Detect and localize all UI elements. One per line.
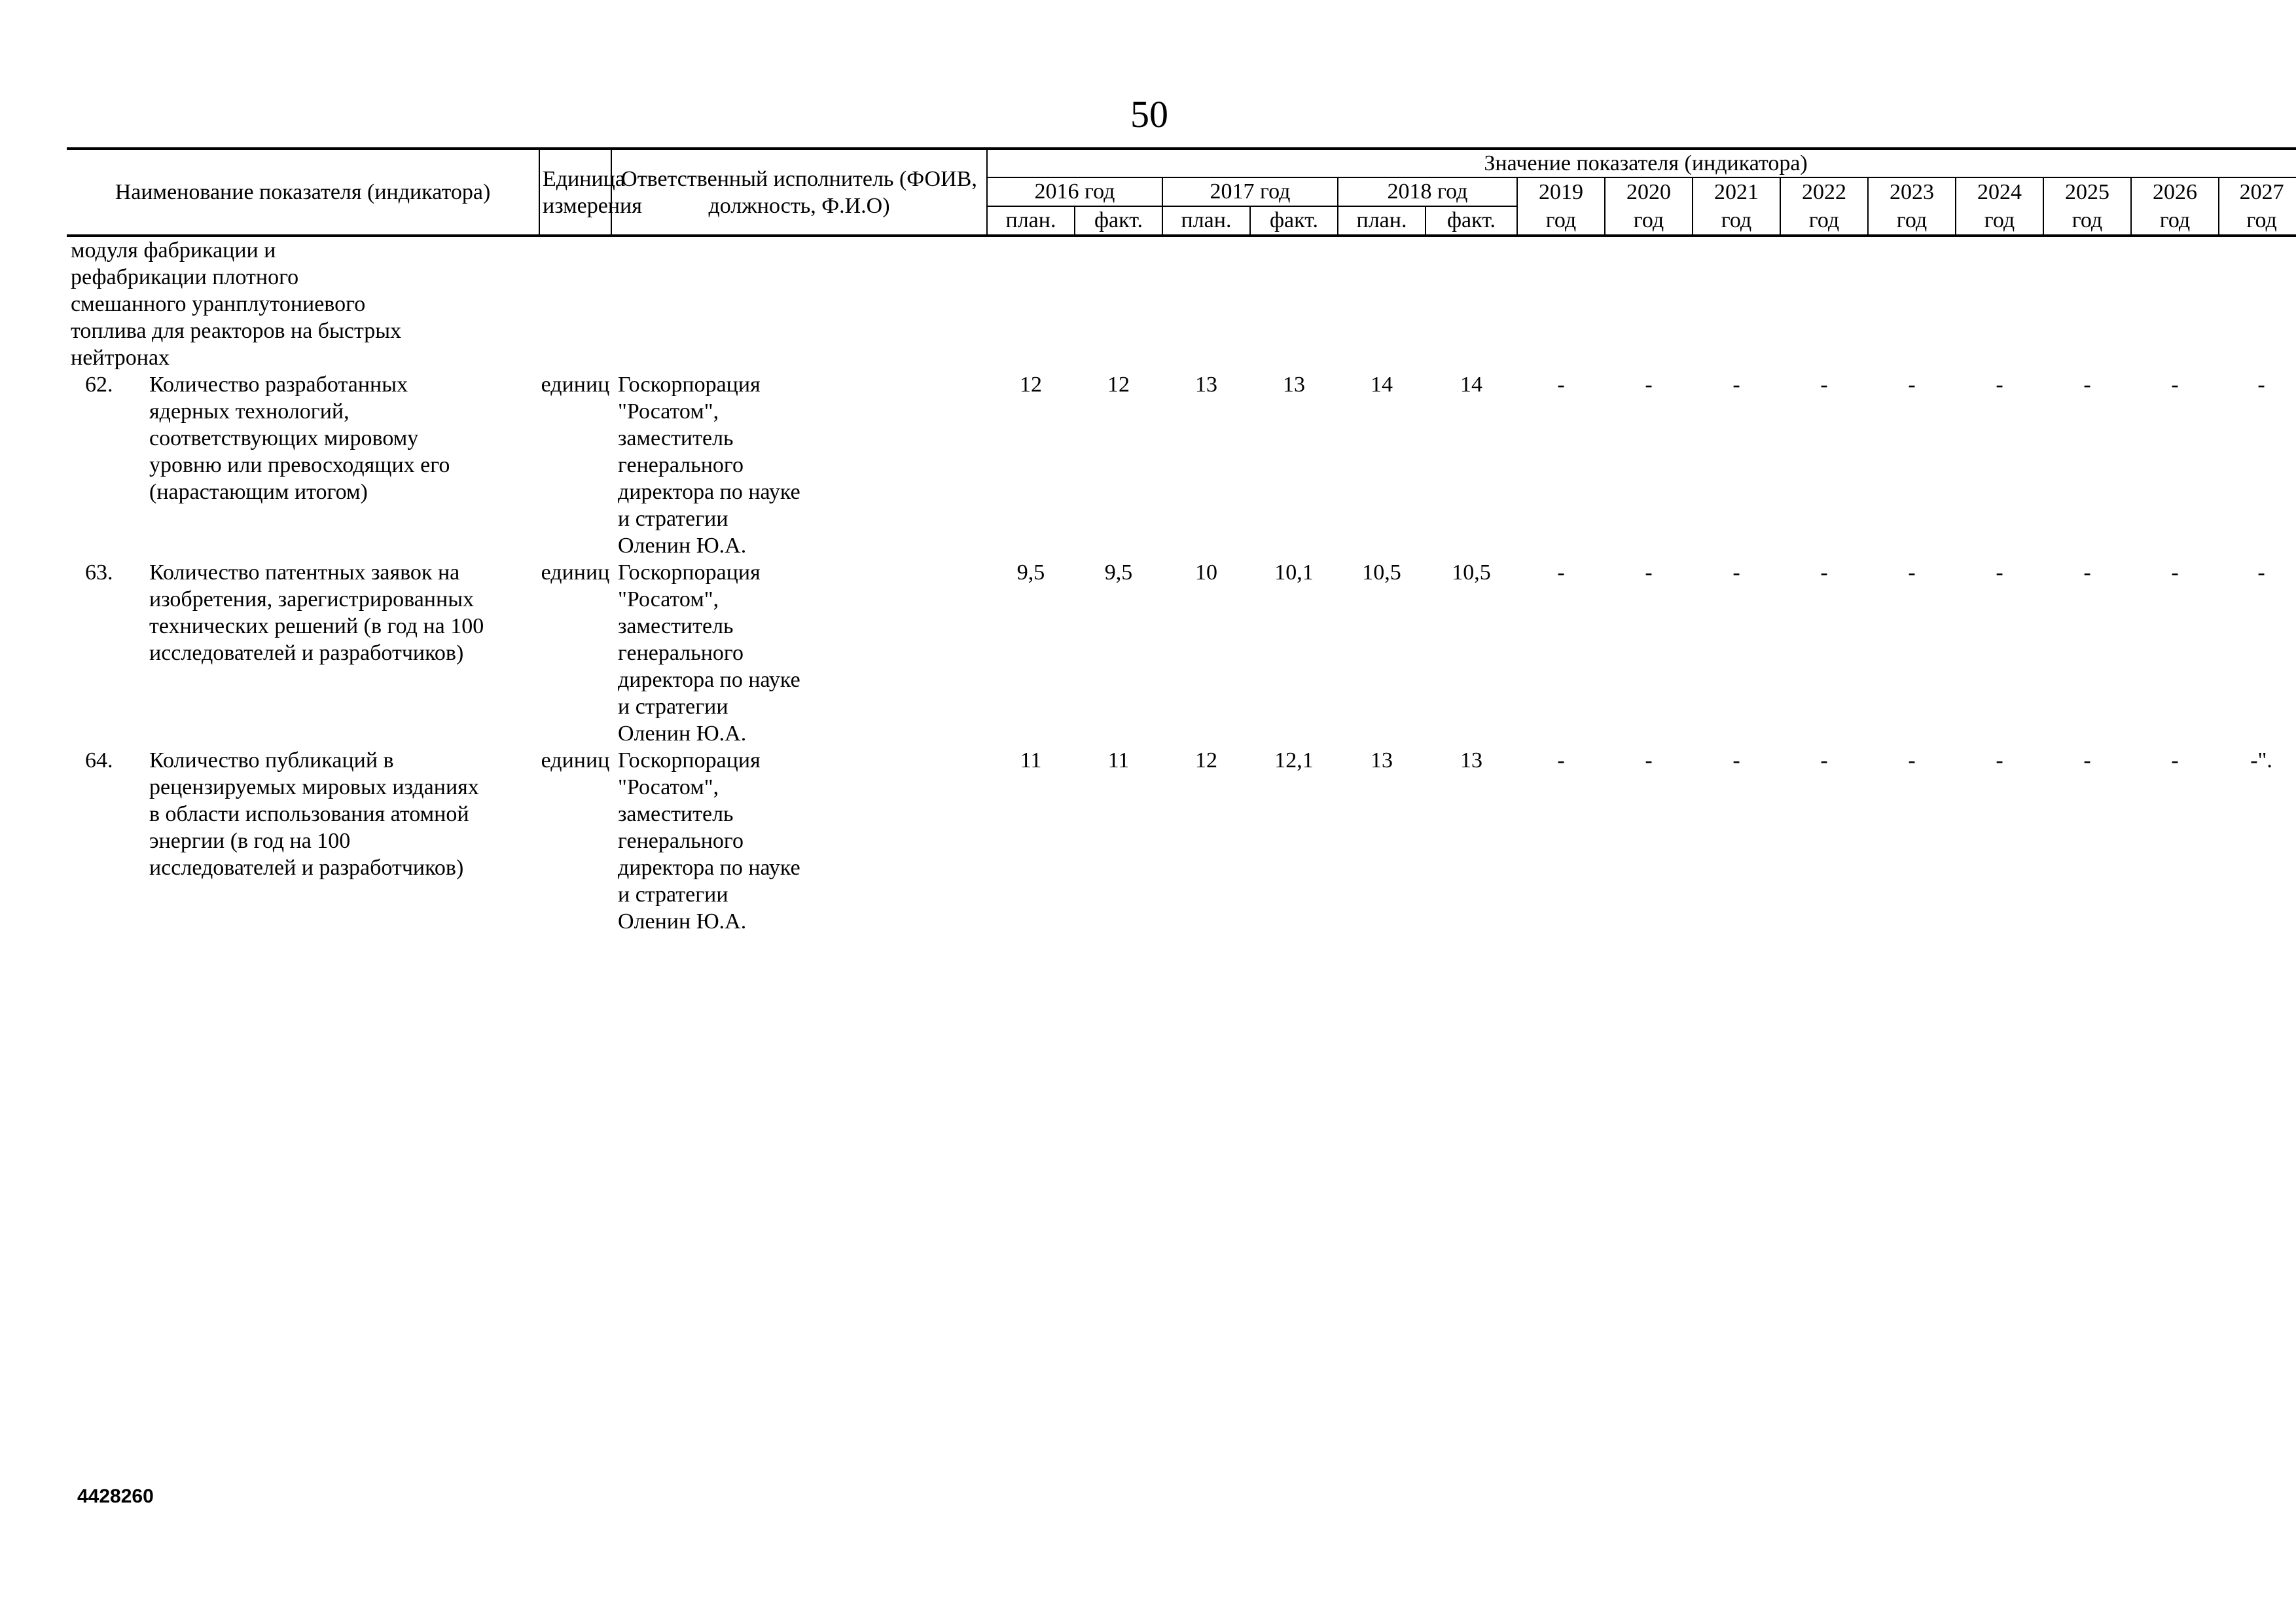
continuation-line: смешанного уранплутониевого (71, 292, 366, 316)
value-cell: -". (2250, 748, 2272, 773)
value-cell: 14 (1371, 373, 1393, 397)
value-cell: - (1732, 748, 1740, 773)
header-year-single-1 (1605, 177, 1693, 236)
table-row (67, 747, 2296, 935)
continuation-line: нейтронах (71, 346, 170, 370)
header-year-number: 2020 (1626, 180, 1671, 204)
header-plan-2: план. (1338, 206, 1426, 236)
table-row (67, 559, 2296, 747)
header-responsible: Ответственный исполнитель (ФОИВ, должность, Ф.И.О) (611, 149, 987, 236)
row-number: 63. (85, 560, 113, 585)
indicator-name-line: уровню или превосходящих его (149, 453, 450, 477)
indicator-name-line: изобретения, зарегистрированных (149, 587, 475, 611)
indicator-name-line: ядерных технологий, (149, 399, 350, 424)
header-year-unit: год (1721, 208, 1752, 232)
indicator-name-line: Количество патентных заявок на (149, 560, 460, 585)
header-year-unit: год (2159, 208, 2191, 232)
indicator-name-line: исследователей и разработчиков) (149, 856, 464, 880)
unit-cell: единиц (541, 748, 610, 773)
header-fact-1: факт. (1250, 206, 1338, 236)
table-row (67, 371, 2296, 559)
header-values: Значение показателя (индикатора) (987, 149, 2296, 177)
responsible-line: директора по науке (618, 668, 800, 692)
indicator-table (67, 147, 2296, 935)
value-cell: - (1820, 748, 1828, 773)
indicator-name-line: рецензируемых мировых изданиях (149, 775, 479, 799)
header-plan-0: план. (987, 206, 1075, 236)
value-cell: - (2171, 560, 2179, 585)
header-year-0: 2016 год (987, 177, 1162, 206)
value-cell: 10 (1195, 560, 1217, 585)
value-cell: 9,5 (1104, 560, 1133, 585)
value-cell: 11 (1020, 748, 1042, 773)
header-year-single-8 (2219, 177, 2296, 236)
responsible-line: и стратегии (618, 507, 728, 531)
responsible-line: "Росатом", (618, 587, 719, 611)
indicator-name-line: соответствующих мировому (149, 426, 419, 450)
value-cell: - (2171, 748, 2179, 773)
responsible-line: генерального (618, 453, 744, 477)
header-year-single-7 (2131, 177, 2219, 236)
value-cell: - (2171, 373, 2179, 397)
value-cell: 13 (1195, 373, 1217, 397)
unit-cell: единиц (541, 560, 610, 585)
responsible-line: заместитель (618, 802, 734, 826)
indicator-cell (67, 747, 539, 935)
responsible-line: и стратегии (618, 883, 728, 907)
responsible-line: генерального (618, 641, 744, 665)
indicator-name-line: Количество разработанных (149, 373, 408, 397)
value-cell: - (1557, 373, 1565, 397)
indicator-name-line: исследователей и разработчиков) (149, 641, 464, 665)
header-unit: Единица измерения (539, 149, 611, 236)
value-cell: - (2257, 560, 2265, 585)
value-cell: - (1820, 560, 1828, 585)
value-cell: - (1645, 748, 1653, 773)
header-year-single-5 (1956, 177, 2043, 236)
value-cell: - (2083, 560, 2091, 585)
value-cell: - (1996, 748, 2003, 773)
value-cell: 11 (1107, 748, 1130, 773)
value-cell: 13 (1371, 748, 1393, 773)
indicator-name (67, 559, 539, 666)
header-year-unit: год (1896, 208, 1928, 232)
value-cell: 12 (1107, 373, 1130, 397)
header-year-single-6 (2043, 177, 2131, 236)
responsible-line: Госкорпорация (618, 560, 761, 585)
responsible-line: Госкорпорация (618, 373, 761, 397)
value-cell: - (2083, 373, 2091, 397)
value-cell: - (1996, 560, 2003, 585)
value-cell: - (1908, 560, 1916, 585)
value-cell: - (1908, 373, 1916, 397)
value-cell: - (1732, 560, 1740, 585)
row-number: 62. (85, 373, 113, 397)
value-cell: 10,5 (1362, 560, 1401, 585)
indicator-cell (67, 371, 539, 559)
value-cell: 13 (1283, 373, 1305, 397)
value-cell: 9,5 (1016, 560, 1045, 585)
header-year-unit: год (2246, 208, 2277, 232)
header-year-unit: год (1808, 208, 1840, 232)
unit-cell: единиц (541, 373, 610, 397)
indicator-name-line: энергии (в год на 100 (149, 829, 351, 853)
continuation-text (67, 236, 539, 371)
header-year-number: 2026 (2153, 180, 2197, 204)
value-cell: 12,1 (1274, 748, 1314, 773)
value-cell: - (1908, 748, 1916, 773)
indicator-cell (67, 559, 539, 747)
responsible-line: и стратегии (618, 695, 728, 719)
indicator-name-line: технических решений (в год на 100 (149, 614, 484, 638)
value-cell: - (2083, 748, 2091, 773)
value-cell: - (1820, 373, 1828, 397)
continuation-row (67, 236, 2296, 371)
responsible-cell (611, 747, 987, 935)
header-year-1: 2017 год (1162, 177, 1338, 206)
responsible-line: генерального (618, 829, 744, 853)
value-cell: - (1557, 560, 1565, 585)
value-cell: - (1645, 373, 1653, 397)
responsible-cell (611, 559, 987, 747)
header-year-single-4 (1868, 177, 1956, 236)
responsible-line: "Росатом", (618, 399, 719, 424)
value-cell: - (1732, 373, 1740, 397)
value-cell: 12 (1195, 748, 1217, 773)
indicator-name-line: в области использования атомной (149, 802, 469, 826)
header-year-number: 2025 (2065, 180, 2109, 204)
header-year-unit: год (1984, 208, 2015, 232)
value-cell: 13 (1460, 748, 1482, 773)
responsible-line: директора по науке (618, 856, 800, 880)
continuation-line: рефабрикации плотного (71, 265, 299, 289)
responsible-cell (611, 371, 987, 559)
header-year-number: 2019 (1539, 180, 1583, 204)
value-cell: 10,5 (1452, 560, 1491, 585)
header-year-single-3 (1780, 177, 1868, 236)
header-fact-0: факт. (1075, 206, 1162, 236)
responsible-line: Оленин Ю.А. (618, 909, 747, 934)
value-cell: 14 (1460, 373, 1482, 397)
continuation-line: топлива для реакторов на быстрых (71, 319, 402, 343)
responsible-line: заместитель (618, 614, 734, 638)
value-cell: - (1557, 748, 1565, 773)
header-plan-1: план. (1162, 206, 1250, 236)
header-year-number: 2027 (2239, 180, 2284, 204)
value-cell: 10,1 (1274, 560, 1314, 585)
responsible-line: Оленин Ю.А. (618, 721, 747, 746)
row-number: 64. (85, 748, 113, 773)
value-cell: - (2257, 373, 2265, 397)
header-year-number: 2023 (1890, 180, 1934, 204)
document-code: 4428260 (77, 1486, 154, 1507)
header-year-unit: год (1545, 208, 1577, 232)
responsible-line: Госкорпорация (618, 748, 761, 773)
page-number: 50 (1130, 93, 1168, 136)
responsible-line: "Росатом", (618, 775, 719, 799)
header-year-single-0 (1517, 177, 1605, 236)
header-year-number: 2024 (1977, 180, 2022, 204)
responsible-line: заместитель (618, 426, 734, 450)
header-year-unit: год (1633, 208, 1664, 232)
responsible-line: директора по науке (618, 480, 800, 504)
value-cell: - (1996, 373, 2003, 397)
indicator-name (67, 371, 539, 505)
header-fact-2: факт. (1426, 206, 1517, 236)
responsible-line: Оленин Ю.А. (618, 534, 747, 558)
value-cell: 12 (1020, 373, 1042, 397)
header-year-number: 2022 (1802, 180, 1846, 204)
indicator-name (67, 747, 539, 881)
header-year-single-2 (1693, 177, 1780, 236)
header-indicator-name: Наименование показателя (индикатора) (67, 149, 539, 236)
indicator-name-line: (нарастающим итогом) (149, 480, 368, 504)
header-year-unit: год (2072, 208, 2103, 232)
indicator-name-line: Количество публикаций в (149, 748, 394, 773)
value-cell: - (1645, 560, 1653, 585)
header-year-2: 2018 год (1338, 177, 1517, 206)
header-year-number: 2021 (1714, 180, 1759, 204)
continuation-line: модуля фабрикации и (71, 238, 276, 263)
